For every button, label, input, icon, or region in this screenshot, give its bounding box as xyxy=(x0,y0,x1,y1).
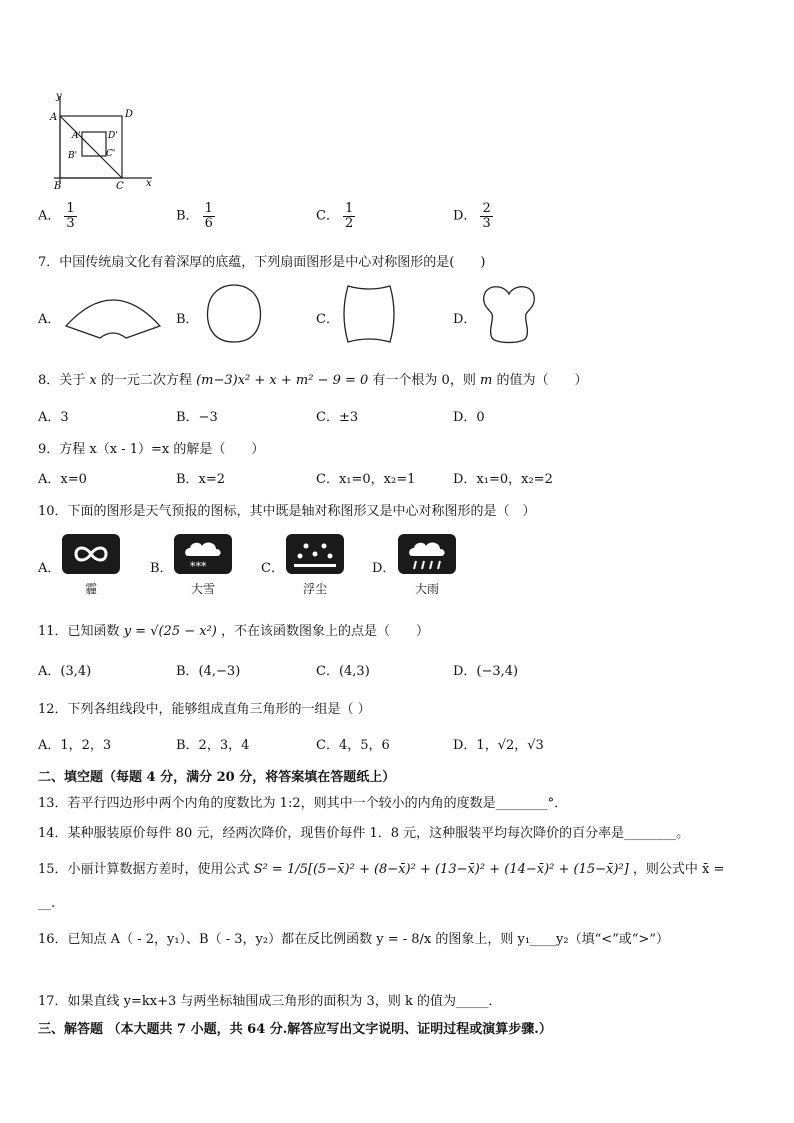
q8-option-a: A．3 xyxy=(38,410,69,425)
fan-shape-d xyxy=(478,282,540,346)
q11-option-d: D．(−3,4) xyxy=(453,664,519,679)
fan-shape-a xyxy=(62,284,164,340)
q6-option-a: A． $\frac{1}{3}$ xyxy=(38,201,75,231)
q6-label-A: A xyxy=(50,112,58,123)
q6-label-C1: C' xyxy=(106,149,116,159)
q8-option-d: D．0 xyxy=(453,410,485,425)
q7-option-c: C． xyxy=(316,312,339,327)
q9-option-d: D．x₁=0，x₂=2 xyxy=(453,472,553,487)
q6-option-d: D． $\frac{2}{3}$ xyxy=(453,201,491,231)
q14-text: 14．某种服装原价每件 80 元，经两次降价，现售价每件 1．8 元，这种服装平均每次降价的百分率是________。 xyxy=(38,826,690,841)
section-2-heading: 二、填空题（每题 4 分，满分 20 分，将答案填在答题纸上） xyxy=(38,770,396,785)
haze-icon xyxy=(62,534,120,574)
q8-option-b: B．−3 xyxy=(176,410,218,425)
q6-label-y: y xyxy=(56,91,62,102)
q6-label-B: B xyxy=(54,181,62,190)
section-3-heading: 三、解答题 （本大题共 7 小题，共 64 分.解答应写出文字说明、证明过程或演算步骤.） xyxy=(38,1022,552,1037)
q6-option-b: B． $\frac{1}{6}$ xyxy=(176,201,213,231)
svg-text:***: *** xyxy=(190,560,207,573)
q6-label-C: C xyxy=(116,181,124,190)
q12-text: 12．下列各组线段中，能够组成直角三角形的一组是（ ） xyxy=(38,702,371,717)
q11-text: 11．已知函数 y = √(25 − x²) ，不在该函数图象上的点是（ ） xyxy=(38,624,430,639)
q10-option-a: A． xyxy=(38,561,61,576)
q9-option-b: B．x=2 xyxy=(176,472,226,487)
q6-option-c: C． $\frac{1}{2}$ xyxy=(316,201,354,231)
q7-text: 7．中国传统扇文化有着深厚的底蕴，下列扇面图形是中心对称图形的是( ) xyxy=(38,255,486,270)
q15-formula: S² = 1/5[(5−x̄)² + (8−x̄)² + (13−x̄)² + (14−x̄)² + (15−x̄)²] xyxy=(253,862,629,877)
q11-option-a: A．(3,4) xyxy=(38,664,92,679)
q10-option-c: C． xyxy=(261,561,284,576)
q12-option-d: D．1，√2，√3 xyxy=(453,738,544,753)
q17-text: 17．如果直线 y=kx+3 与两坐标轴围成三角形的面积为 3，则 k 的值为_____． xyxy=(38,994,502,1009)
q6-label-A1: A' xyxy=(72,131,81,141)
q10-option-b: B． xyxy=(150,561,173,576)
q7-option-a: A． xyxy=(38,312,61,327)
fan-shape-c xyxy=(338,282,400,346)
q10-label-rain: 大雨 xyxy=(414,582,439,596)
q6-label-B1: B' xyxy=(68,151,78,161)
q13-text: 13．若平行四边形中两个内角的度数比为 1:2，则其中一个较小的内角的度数是________°． xyxy=(38,796,568,811)
heavy-rain-icon xyxy=(398,534,456,574)
q7-option-d: D． xyxy=(453,312,477,327)
q12-option-b: B．2，3，4 xyxy=(176,738,250,753)
q12-option-c: C．4，5，6 xyxy=(316,738,390,753)
q9-text: 9．方程 x（x - 1）=x 的解是（ ） xyxy=(38,442,265,457)
floating-dust-icon xyxy=(286,534,344,574)
q8-option-c: C．±3 xyxy=(316,410,359,425)
q12-option-a: A．1，2，3 xyxy=(38,738,112,753)
q9-option-a: A．x=0 xyxy=(38,472,87,487)
q10-label-dust: 浮尘 xyxy=(302,582,327,596)
fan-shape-b xyxy=(204,282,264,346)
q6-figure xyxy=(44,90,156,190)
q8-text: 8．关于 x 的一元二次方程 (m−3)x² + x + m² − 9 = 0 有一个根为 0，则 m 的值为（ ） xyxy=(38,373,588,388)
q10-label-haze: 霾 xyxy=(84,582,97,596)
q16-text: 16．已知点 A（ - 2，y₁）、B（ - 3，y₂）都在反比例函数 y = - 8/x 的图象上，则 y₁____y₂（填“<”或“>”） xyxy=(38,932,669,947)
q10-option-d: D． xyxy=(372,561,396,576)
q6-label-D: D xyxy=(125,109,134,120)
q9-option-c: C．x₁=0，x₂=1 xyxy=(316,472,416,487)
q11-option-c: C．(4,3) xyxy=(316,664,370,679)
q7-option-b: B． xyxy=(176,312,199,327)
q6-label-x: x xyxy=(146,178,152,189)
q11-option-b: B．(4,−3) xyxy=(176,664,241,679)
q15-tail: __. xyxy=(38,896,56,911)
heavy-snow-icon xyxy=(174,534,232,574)
q10-text: 10．下面的图形是天气预报的图标，其中既是轴对称图形又是中心对称图形的是（ ） xyxy=(38,504,536,519)
q10-label-snow: 大雪 xyxy=(190,582,215,596)
q6-label-D1: D' xyxy=(108,131,118,141)
q15-text: 15．小丽计算数据方差时，使用公式 S² = 1/5[(5−x̄)² + (8−x̄)² + (13−x̄)² + (14−x̄)² + (15−x̄)²] ，则公式中 x̄ = xyxy=(38,862,725,877)
